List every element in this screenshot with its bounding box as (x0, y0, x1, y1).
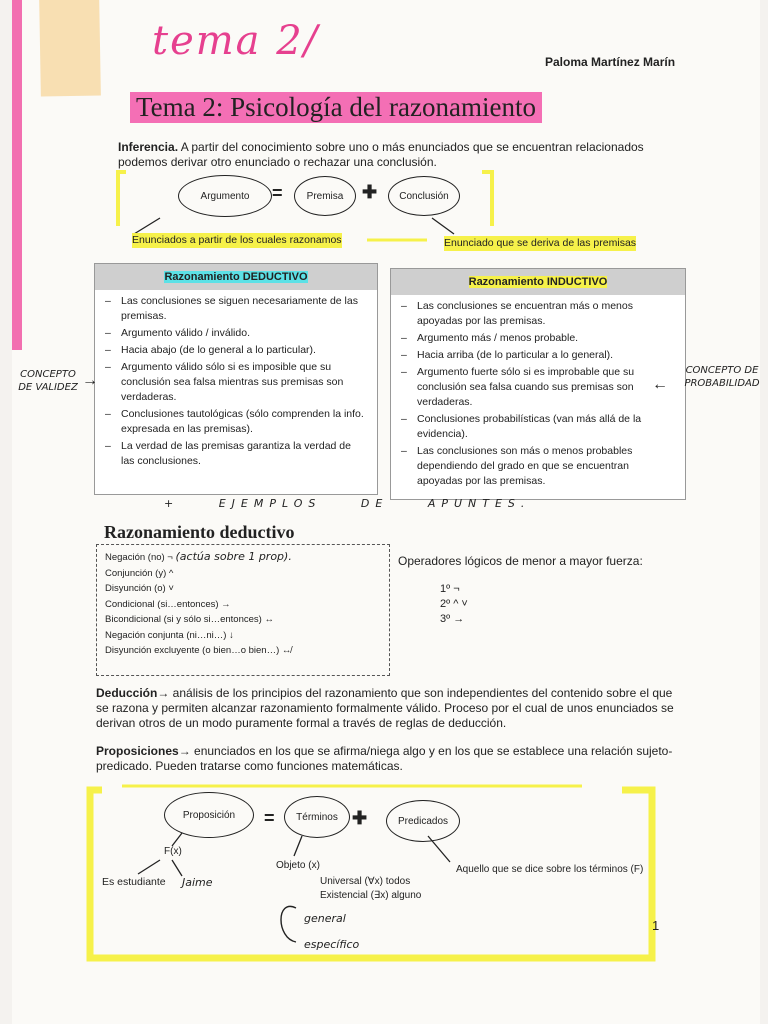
jaime-label: Jaime (182, 876, 213, 889)
deductivo-box (94, 263, 378, 495)
es-estudiante-label: Es estudiante (102, 876, 166, 888)
deductivo-item: – La verdad de las premisas garantiza la verdad de las conclusiones. (121, 439, 367, 469)
operators-list (97, 545, 389, 663)
author-name: Paloma Martínez Marín (545, 55, 676, 69)
deductivo-item: – Las conclusiones se siguen necesariamente de las premisas. (121, 294, 367, 324)
inductivo-item: – Argumento fuerte sólo si es improbable que su conclusión sea falsa cuando sus premisas son verdaderas. (417, 365, 675, 410)
operator-item: Bicondicional (si y sólo si…entonces) ↔ (105, 614, 274, 625)
premisa-note: Enunciados a partir de los cuales razonamos (132, 234, 342, 246)
deductivo-header-text: Razonamiento DEDUCTIVO (164, 271, 308, 283)
inferencia-paragraph (118, 140, 678, 170)
inductivo-item: – Las conclusiones son más o menos probables dependiendo del grado en que se encuentran apoyadas por las premisas. (417, 444, 675, 489)
deductivo-list (95, 294, 377, 469)
existencial-label: Existencial (∃x) alguno (320, 890, 422, 901)
general-note: general (304, 912, 346, 925)
conclusion-oval: Conclusión (388, 176, 460, 216)
proposiciones-text: enunciados en los que se afirma/niega algo y en los que se establece una relación sujeto-predicado. Pueden tratarse como funciones matemáticas. (96, 744, 673, 773)
inferencia-term: Inferencia. (118, 140, 179, 154)
especifico-note: específico (304, 938, 360, 951)
objeto-label: Objeto (x) (276, 860, 320, 871)
terminos-oval: Términos (284, 796, 350, 838)
plus-sign: ✚ (362, 182, 378, 202)
arrow-left-icon: ← (652, 376, 668, 393)
operator-item: Disyunción (o) ˅ (105, 583, 174, 594)
inductivo-item: – Argumento más / menos probable. (417, 331, 675, 346)
predicado-note: Aquello que se dice sobre los términos (F) (456, 864, 644, 875)
arrow-right-icon: → (82, 372, 98, 389)
page-title: Tema 2: Psicología del razonamiento (130, 92, 542, 123)
inductivo-box (390, 268, 686, 500)
proposiciones-paragraph (96, 744, 684, 774)
deductivo-section-title: Razonamiento deductivo (104, 522, 295, 542)
predicados-oval: Predicados (386, 800, 460, 842)
operators-box (96, 544, 390, 676)
fuerza-item: 2º ^ ˅ (440, 598, 468, 610)
notebook-page (12, 0, 760, 1024)
deductivo-item: – Argumento válido sólo si es imposible que su conclusión sea falsa mientras sus premisas son verdaderas. (121, 360, 367, 405)
negacion-note: (actúa sobre 1 prop). (175, 550, 292, 563)
deductivo-header (95, 264, 377, 290)
proposiciones-term: Proposiciones→ (96, 744, 191, 758)
pink-margin-strip (12, 0, 22, 350)
proposicion-oval: Proposición (164, 792, 254, 838)
argumento-oval: Argumento (178, 175, 272, 217)
deduccion-paragraph (96, 686, 684, 731)
operator-item: Disyunción excluyente (o bien…o bien…) ↮ (105, 645, 292, 656)
inductivo-header-text: Razonamiento INDUCTIVO (468, 276, 608, 288)
tape-strip (39, 0, 101, 97)
deductivo-item: – Conclusiones tautológicas (sólo comprenden la info. expresada en las premisas). (121, 407, 367, 437)
validez-side-note: CONCEPTO DE VALIDEZ (18, 369, 78, 393)
deductivo-item: – Hacia abajo (de lo general a lo particular). (121, 343, 367, 358)
handwritten-title: tema 2/ (152, 18, 320, 64)
fuerza-title: Operadores lógicos de menor a mayor fuerza: (398, 554, 643, 568)
fuerza-item: 3º → (440, 613, 465, 625)
operator-item: Conjunción (y) ^ (105, 567, 174, 579)
inductivo-header (391, 269, 685, 295)
deductivo-item: – Argumento válido / inválido. (121, 326, 367, 341)
deduccion-text: análisis de los principios del razonamiento que son independientes del contenido sobre el que se razona y permiten alcanzar razonamiento formalmente válido. Proceso por el cual de unos enunciados se derivan otros de un modo puramente formal a través de reglas de deducción. (96, 686, 674, 730)
operator-item: Negación conjunta (ni…ni…) ↓ (105, 629, 234, 641)
conclusion-note: Enunciado que se deriva de las premisas (444, 237, 637, 249)
inductivo-item: – Las conclusiones se encuentran más o menos apoyadas por las premisas. (417, 299, 675, 329)
universal-label: Universal (∀x) todos (320, 876, 411, 887)
deduccion-term: Deducción→ (96, 686, 170, 700)
fuerza-list (440, 582, 468, 627)
plus-sign: ✚ (352, 808, 368, 828)
equals-sign: = (264, 808, 275, 828)
premisa-oval: Premisa (294, 176, 356, 216)
inductivo-list (391, 299, 685, 489)
operator-negacion: Negación (no) ¬ (105, 552, 173, 563)
ejemplos-note: + EJEMPLOS DE APUNTES. (164, 497, 531, 510)
inductivo-item: – Conclusiones probabilísticas (van más allá de la evidencia). (417, 412, 675, 442)
probabilidad-side-note: CONCEPTO DE PROBABILIDAD (684, 365, 760, 389)
fuerza-item: 1º ¬ (440, 583, 460, 595)
fx-label: F(x) (164, 846, 182, 857)
operator-item (105, 549, 381, 566)
inferencia-text: A partir del conocimiento sobre uno o más enunciados que se encuentran relacionados podemos derivar otro enunciado o rechazar una conclusión. (118, 140, 644, 169)
equals-sign: = (272, 183, 283, 203)
operator-item: Condicional (si…entonces) → (105, 598, 231, 610)
page-number: 1 (652, 918, 660, 933)
inductivo-item: – Hacia arriba (de lo particular a lo general). (417, 348, 675, 363)
